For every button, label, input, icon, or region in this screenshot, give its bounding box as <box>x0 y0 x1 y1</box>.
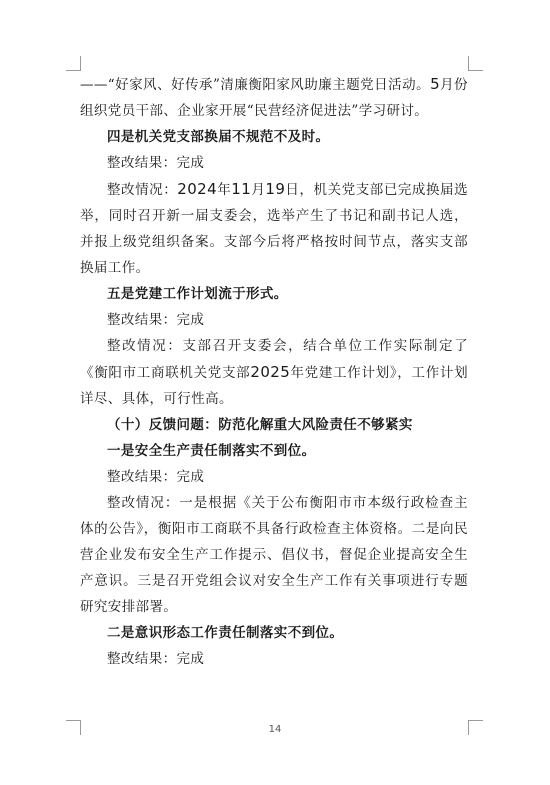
crop-mark-top-left <box>66 56 81 71</box>
section-heading: 二是意识形态工作责任制落实不到位。 <box>107 625 344 641</box>
paragraph: 整改情况：2024年11月19日，机关党支部已完成换届选举，同时召开新一届支委会，选举产生了书记和副书记人选，并报上级党组织备案。支部今后将严格按时间节点，落实支部换届工作。 <box>80 180 469 276</box>
section-heading: 四是机关党支部换届不规范不及时。 <box>107 129 330 145</box>
paragraph: 整改结果：完成 <box>107 155 205 171</box>
section-heading: （十）反馈问题：防范化解重大风险责任不够紧实 <box>107 417 413 433</box>
paragraph: 整改结果：完成 <box>107 469 205 485</box>
section-heading: 五是党建工作计划流于形式。 <box>107 286 288 302</box>
page-number: 14 <box>268 724 282 735</box>
section-heading: 一是安全生产责任制落实不到位。 <box>107 443 316 459</box>
paragraph: 整改情况：一是根据《关于公布衡阳市市本级行政检查主体的公告》，衡阳市工商联不具备行政检查主体资格。二是向民营企业发布安全生产工作提示、倡仪书，督促企业提高安全生产意识。三是召开党组会议对安全生产工作有关事项进行专题研究安排部署。 <box>80 495 468 615</box>
paragraph: 整改结果：完成 <box>107 651 205 667</box>
document-body <box>80 71 468 672</box>
paragraph: 整改情况：支部召开支委会，结合单位工作实际制定了《衡阳市工商联机关党支部2025年党建工作计划》，工作计划详尽、具体，可行性高。 <box>80 338 468 407</box>
crop-mark-top-right <box>468 56 483 71</box>
paragraph: ——“好家风、好传承”清廉衡阳家风助廉主题党日活动。5月份组织党员干部、企业家开展“民营经济促进法”学习研讨。 <box>80 75 468 119</box>
paragraph: 整改结果：完成 <box>107 312 205 328</box>
